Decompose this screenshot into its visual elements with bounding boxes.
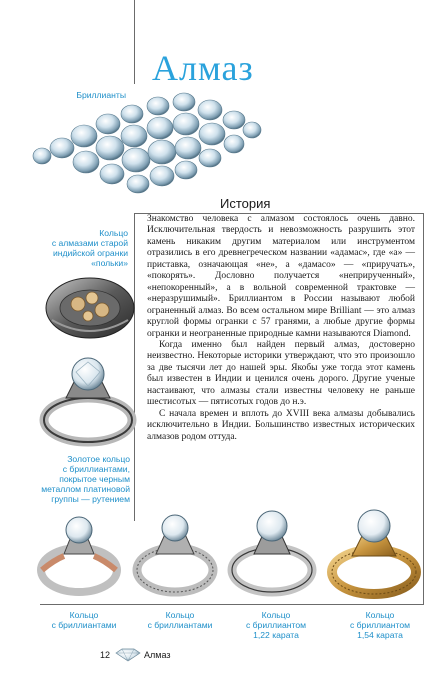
footer-diamond-icon xyxy=(114,648,142,662)
caption-ring-polki: Кольцо с алмазами старой индийской огранки «польки» xyxy=(51,228,128,268)
caption-ring-4: Кольцо с бриллиантом 1,54 карата xyxy=(349,610,411,640)
ring-4-image xyxy=(326,502,422,602)
page-title: Алмаз xyxy=(152,48,254,88)
diamonds-cluster-image xyxy=(26,86,262,198)
ring-2-image xyxy=(130,508,220,600)
paragraph-3: С начала времен и вплоть до XVIII века алмазы добывались исключительно в Индии. Большинство известных исторических алмазов родом оттуда. xyxy=(147,408,415,442)
caption-ring-1: Кольцо с бриллиантами xyxy=(51,610,117,630)
caption-ring-gold-black: Золотое кольцо с бриллиантами, покрытое черным металлом платиновой группы — рутением xyxy=(41,454,130,504)
section-heading: История xyxy=(220,196,271,211)
ring-3-image xyxy=(226,504,318,600)
top-vertical-rule xyxy=(134,0,135,84)
right-edge-rule xyxy=(423,213,424,605)
caption-ring-2: Кольцо с бриллиантами xyxy=(147,610,213,630)
footer-page-number: 12 xyxy=(100,650,111,660)
footer-label: Алмаз xyxy=(144,650,171,660)
ring-gold-black-image xyxy=(36,348,140,452)
ring-1-image xyxy=(34,508,124,600)
body-text xyxy=(147,214,415,443)
caption-ring-3: Кольцо с бриллиантом 1,22 карата xyxy=(245,610,307,640)
bottom-horizontal-rule xyxy=(40,604,424,605)
ring-polki-image xyxy=(40,272,140,344)
paragraph-1: Знакомство человека с алмазом состоялось очень давно. Исключительная твердость и невозможность разрушить этот камень никаким другим материалом или инструментом отразились в его древнегреческом названии «адамас», где «а» — приставка, означающая «не», а «дамасо» — «приручать», «покорять». Дословно получается «неприрученный», «непокоренный», а в вольной современной трактовке — «неразрушимый». Бриллиантом в России называют любой ограненный алмаз. Во всем остальном мире Brilliant — это алмаз круглой формы огранки с 57 гранями, а любые другие формы огранки и неограненные природные камни называются Diamond. xyxy=(147,214,415,339)
paragraph-2: Когда именно был найден первый алмаз, достоверно неизвестно. Некоторые историки утверждают, что это произошло за две тысячи лет до нашей эры. Якобы уже тогда этот камень был известен в Индии и ценился очень дорого. Другие ученые настаивают, что алмазы стали известны человеку не раньше шестисотых — пятисотых годов до н.э. xyxy=(147,339,415,408)
caption-diamonds: Бриллианты xyxy=(76,90,126,100)
